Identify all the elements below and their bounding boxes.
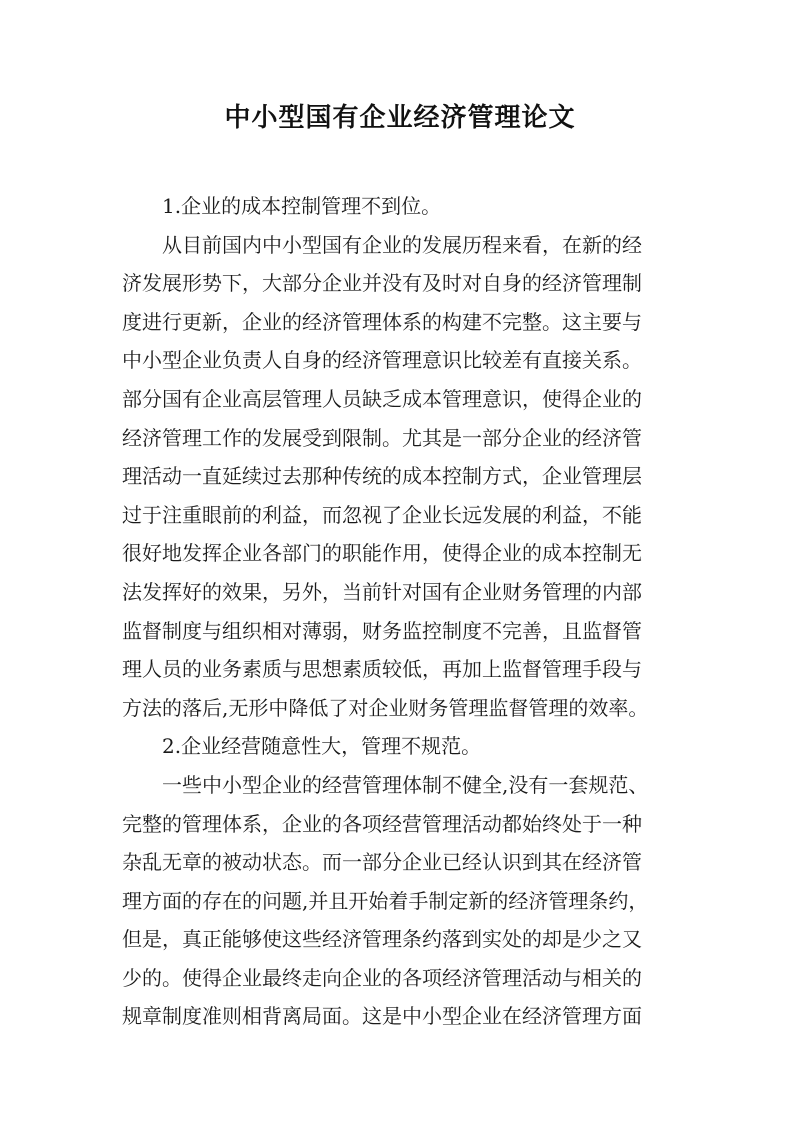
paragraph-line: 很好地发挥企业各部门的职能作用，使得企业的成本控制无 xyxy=(122,541,642,566)
paragraph-line: 理方面的存在的问题,并且开始着手制定新的经济管理条约， xyxy=(122,888,649,913)
paragraph-line: 杂乱无章的被动状态。而一部分企业已经认识到其在经济管 xyxy=(122,850,642,875)
document-body xyxy=(122,187,682,1036)
paragraph-line: 法发挥好的效果，另外，当前针对国有企业财务管理的内部 xyxy=(122,579,642,604)
document-title: 中小型国有企业经济管理论文 xyxy=(224,103,576,133)
paragraph-line: 监督制度与组织相对薄弱，财务监控制度不完善，且监督管 xyxy=(122,618,642,643)
paragraph-first-line: 从目前国内中小型国有企业的发展历程来看，在新的经 xyxy=(162,232,642,257)
paragraph-line: 规章制度准则相背离局面。这是中小型企业在经济管理方面 xyxy=(122,1004,642,1029)
paragraph-line: 但是，真正能够使这些经济管理条约落到实处的却是少之又 xyxy=(122,927,642,952)
paragraph-line: 济发展形势下，大部分企业并没有及时对自身的经济管理制 xyxy=(122,271,642,296)
paragraph-line: 理人员的业务素质与思想素质较低，再加上监督管理手段与 xyxy=(122,657,642,682)
paragraph-line: 经济管理工作的发展受到限制。尤其是一部分企业的经济管 xyxy=(122,425,642,450)
paragraph-line: 完整的管理体系，企业的各项经营管理活动都始终处于一种 xyxy=(122,811,642,836)
paragraph-line: 少的。使得企业最终走向企业的各项经济管理活动与相关的 xyxy=(122,965,642,990)
paragraph-line: 方法的落后,无形中降低了对企业财务管理监督管理的效率。 xyxy=(122,695,649,720)
paragraph-first-line: 1.企业的成本控制管理不到位。 xyxy=(162,194,442,218)
paragraph-line: 度进行更新，企业的经济管理体系的构建不完整。这主要与 xyxy=(122,309,642,334)
paragraph-line: 中小型企业负责人自身的经济管理意识比较差有直接关系。 xyxy=(122,348,642,373)
paragraph-line: 理活动一直延续过去那种传统的成本控制方式，企业管理层 xyxy=(122,464,642,489)
paragraph-first-line: 一些中小型企业的经营管理体制不健全,没有一套规范、 xyxy=(162,772,649,797)
paragraph-line: 部分国有企业高层管理人员缺乏成本管理意识，使得企业的 xyxy=(122,386,642,411)
paragraph-line: 过于注重眼前的利益，而忽视了企业长远发展的利益，不能 xyxy=(122,502,642,527)
paragraph-first-line: 2.企业经营随意性大，管理不规范。 xyxy=(162,734,482,759)
